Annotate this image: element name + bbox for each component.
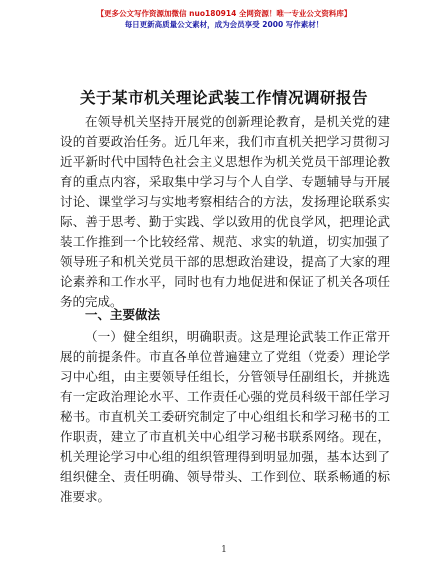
promo-line-blue: 每日更新高质量公文素材，成为会员享受 2000 写作素材！ bbox=[124, 20, 324, 29]
promo-banner bbox=[0, 8, 448, 30]
document-title: 关于某市机关理论武装工作情况调研报告 bbox=[79, 88, 368, 107]
page-number: 1 bbox=[221, 545, 227, 555]
promo-line-red: 【更多公文写作资源加微信 nuo180914 全网资源！唯一专业公文资料库】 bbox=[96, 9, 352, 18]
intro-paragraph: 在领导机关坚持开展党的创新理论教育，是机关党的建设的首要政治任务。近几年来，我们市直机关把学习贯彻习近平新时代中国特色社会主义思想作为机关党员干部理论教育的重点内容，采取集中学习与个人自学、专题辅导与开展讨论、课堂学习与实地考察相结合的方法，发扬理论联系实际、善于思考、勤于实践、学以致用的优良学风，把理论武装工作推到一个比较经常、规范、求实的轨道，切实加强了领导班子和机关党员干部的思想政治建设，提高了大家的理论素养和工作水平，同时也有力地促进和保证了机关各项任务的完成。 bbox=[60, 114, 390, 309]
section-paragraph: （一）健全组织，明确职责。这是理论武装工作正常开展的前提条件。市直各单位普遍建立了党组（党委）理论学习中心组，由主要领导任组长，分管领导任副组长，并挑选有一定政治理论水平、工作责任心强的党员科级干部任学习秘书。市直机关工委研究制定了中心组组长和学习秘书的工作职责，建立了市直机关中心组学习秘书联系网络。现在，机关理论学习中心组的组织管理得到明显加强，基本达到了组织健全、责任明确、领导带头、工作到位、联系畅通的标准要求。 bbox=[60, 329, 390, 504]
section-heading: 一、主要做法 bbox=[85, 307, 161, 322]
